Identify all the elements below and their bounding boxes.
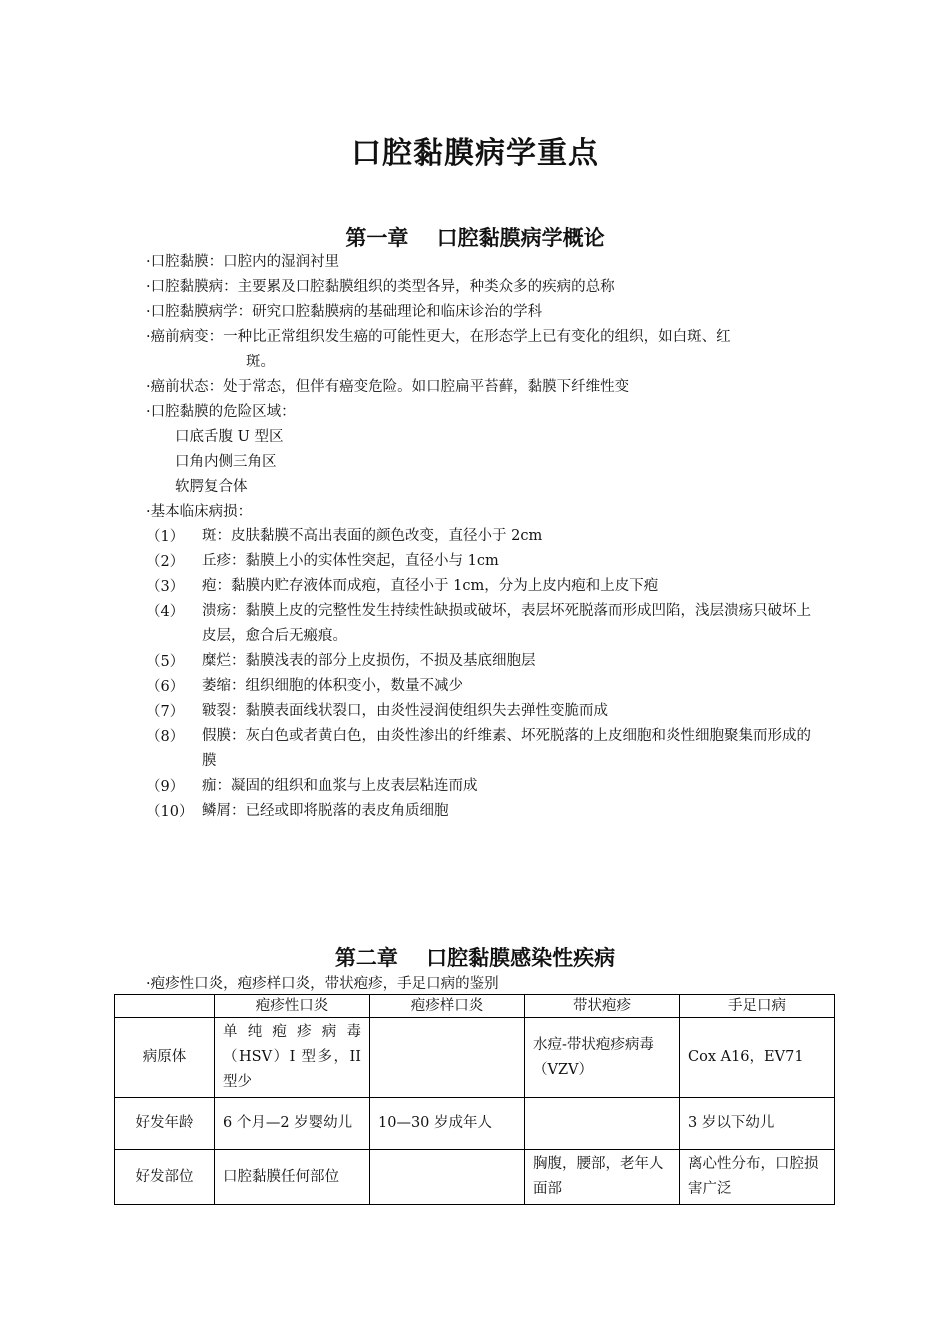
lesion-text: 皲裂：黏膜表面线状裂口，由炎性浸润使组织失去弹性变脆而成 — [202, 703, 608, 719]
danger-zone-item: 口底舌腹 U 型区 — [175, 429, 284, 445]
chapter2-heading: 第二章 口腔黏膜感染性疾病 — [334, 946, 616, 970]
table-row — [115, 1018, 835, 1098]
lesion-number: （8） — [146, 729, 185, 745]
table-cell — [525, 1098, 680, 1150]
chapter1-heading: 第一章 口腔黏膜病学概论 — [345, 226, 605, 250]
lesion-number: （6） — [146, 679, 185, 695]
definition-line: ·口腔黏膜病：主要累及口腔黏膜组织的类型各异，种类众多的疾病的总称 — [146, 279, 615, 295]
table-header-row — [115, 995, 835, 1018]
table-row — [115, 1150, 835, 1205]
lesion-text: 痂：凝固的组织和血浆与上皮表层粘连而成 — [202, 778, 478, 794]
table-cell: 单 纯 疱 疹 病 毒（HSV）I 型多，II 型少 — [215, 1018, 370, 1098]
table-cell — [370, 1018, 525, 1098]
lesion-number: （5） — [146, 654, 185, 670]
table-header-cell: 疱疹性口炎 — [215, 995, 370, 1018]
table-cell: 3 岁以下幼儿 — [680, 1098, 835, 1150]
lesion-number: （3） — [146, 579, 185, 595]
table-row-label: 病原体 — [115, 1018, 215, 1098]
lesions-heading: ·基本临床病损： — [146, 504, 253, 520]
lesion-text: 鳞屑：已经或即将脱落的表皮角质细胞 — [202, 803, 449, 819]
danger-zone-item: 软腭复合体 — [175, 479, 248, 495]
lesion-text: 丘疹：黏膜上小的实体性突起，直径小与 1cm — [202, 553, 499, 569]
table-cell — [370, 1150, 525, 1205]
table-cell: 10—30 岁成年人 — [370, 1098, 525, 1150]
lesion-text: 溃疡：黏膜上皮的完整性发生持续性缺损或破坏，表层坏死脱落而形成凹陷，浅层溃疡只破坏上皮层，愈合后无瘢痕。 — [202, 603, 811, 644]
table-cell: Cox A16，EV71 — [680, 1018, 835, 1098]
lesion-number: （2） — [146, 554, 185, 570]
table-row-label: 好发年龄 — [115, 1098, 215, 1150]
lesion-text: 假膜：灰白色或者黄白色，由炎性渗出的纤维素、坏死脱落的上皮细胞和炎性细胞聚集而形成的膜 — [202, 728, 811, 769]
table-cell: 胸腹，腰部，老年人面部 — [525, 1150, 680, 1205]
table-cell: 口腔黏膜任何部位 — [215, 1150, 370, 1205]
table-header-cell — [115, 995, 215, 1018]
table-row — [115, 1098, 835, 1150]
table-cell: 离心性分布，口腔损害广泛 — [680, 1150, 835, 1205]
lesion-text: 糜烂：黏膜浅表的部分上皮损伤，不损及基底细胞层 — [202, 653, 536, 669]
lesion-number: （7） — [146, 704, 185, 720]
lesion-text: 疱：黏膜内贮存液体而成疱，直径小于 1cm，分为上皮内疱和上皮下疱 — [202, 578, 659, 594]
definition-line-continuation: 斑。 — [246, 354, 275, 370]
table-header-cell: 疱疹样口炎 — [370, 995, 525, 1018]
table-cell: 6 个月—2 岁婴幼儿 — [215, 1098, 370, 1150]
table-cell: 水痘-带状疱疹病毒（VZV） — [525, 1018, 680, 1098]
table-intro: ·疱疹性口炎，疱疹样口炎，带状疱疹，手足口病的鉴别 — [146, 976, 499, 992]
lesion-number: （1） — [146, 529, 185, 545]
lesion-number: （9） — [146, 779, 185, 795]
definition-line: ·口腔黏膜的危险区域： — [146, 404, 296, 420]
definition-line: ·癌前状态：处于常态，但伴有癌变危险。如口腔扁平苔藓，黏膜下纤维性变 — [146, 379, 630, 395]
lesion-text: 斑：皮肤黏膜不高出表面的颜色改变，直径小于 2cm — [202, 528, 543, 544]
comparison-table — [114, 994, 835, 1205]
table-row-label: 好发部位 — [115, 1150, 215, 1205]
table-header-cell: 手足口病 — [680, 995, 835, 1018]
lesion-text: 萎缩：组织细胞的体积变小，数量不减少 — [202, 678, 463, 694]
definition-line: ·口腔黏膜：口腔内的湿润衬里 — [146, 254, 340, 270]
danger-zone-item: 口角内侧三角区 — [175, 454, 277, 470]
definition-line: ·癌前病变：一种比正常组织发生癌的可能性更大，在形态学上已有变化的组织，如白斑、红 — [146, 329, 731, 345]
document-title: 口腔黏膜病学重点 — [351, 136, 599, 171]
table-header-cell: 带状疱疹 — [525, 995, 680, 1018]
lesion-number: （4） — [146, 604, 185, 620]
definition-line: ·口腔黏膜病学：研究口腔黏膜病的基础理论和临床诊治的学科 — [146, 304, 543, 320]
lesion-number: （10） — [146, 804, 194, 820]
